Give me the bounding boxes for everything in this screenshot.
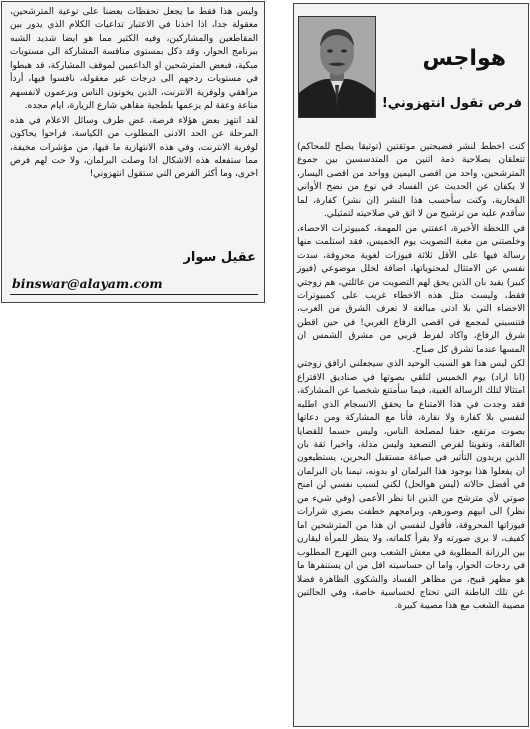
article-paragraph-3: لكن ليس هذا هو السبب الوحيد الذي سيجعلني ارافق زوجتي (انا اراد) يوم الخميس لتلقي بصوتها في صناديق الاقتراع امتثالا لتلك الرسالة الغبية، فيما سأمتنع شخصيا عن المشاركة، فقد وجدت في هذا الامتناع ما يحقق الانسجام الذي اطلبه لنفسي بلا كفارة ولا نفارة، فأنا مع المشاركة ومن دعاتها بصوت مرتفع، حقنا لمصلحة الناس، وليس حسما للقضايا العالقة، وتفويتا لفرص التصعيد وليس مذلة، واخيرا ثقة بان الذين يريدون التأثير في صياغة مستقبل البحرين، يستطيعون ان يفعلوا هذا بوجود هذا البرلمان او بدونه، تيمنا بان البرلمان في أفضل حالاته (ليس هوالحل) لكني لسبب نفسي لن امنح صوتي لأي مترشح من الذين انا نظر الأعمى (وفي شيء من نظر) الى ابيهم وصورهم، وبرامجهم خطفت بصري شرارات فيوزاتها المحروقة، فأقول لنفسي ان هذا من المترشحين اما كفيف، لا يرى صورته ولا يقرأ كلماته، ولا ينظر للمرأة ليقارن بين الرزانة المطلوبة في معش الشعب وبين التهرج المطلوب في ردحات الحوار، واما ان حساسيته اقل من ان يستنفرها ما هو مظهر قبيح، من مظاهر الفساد والشكوى الظاهرة فضلا عن تلك الباطنة التي تحتاج لحساسية خاصة، وفي الحالتين مصيبة الشعب مع هذا مصيبة كبيرة. bbox=[297, 359, 525, 612]
article-continuation-clipping bbox=[1, 1, 265, 303]
divider-line bbox=[10, 294, 258, 295]
continuation-paragraph-2: لقد انتهز بعض هؤلاء فرصة، غض طرف وسائل الاعلام في هذه المرحلة عن الحد الادنى المطلوب من الكياسة، فراحوا يحاكون لوفرية الانترنت، وفي هذه الانتهازية ما فيها، من مؤشرات مخيفة، مما ستفعله هذه الاشكال اذا وصلت البرلمان، ولا حت لهم فرص اخرى، وما أكثر الفرص التي ستقول انتهزوني! bbox=[10, 115, 258, 180]
author-name: عقيل سوار bbox=[183, 250, 256, 265]
article-paragraph-2: في اللحظة الأخيرة، اعفتني من المهمة، كمبيوترات الاحصاء، وخلصتني من مغبة التصويت يوم الخميس، فقد استلمت منها رسالة فيها على الأقل ثلاثة فيوزات لغوية محروقة، سدت نفسي عن الامتثال لمحتوياتها، اضافة لخلل موضوعي (فيوز كبير) يفيد بان الذين يحق لهم التصويت من عائلتي، هم زوجتي فقط، وليست مثل هذه الاخطاء غريب على كمبيوترات الاحصاء التي بلا ادنى مبالغة لا تعرف الشرق من الغرب، فتنسبني لمجمع في اقصى الرفاع الغربي! في حين اقطن شرق الرفاع، واكاد لفرط قربي من مشرق الشمس ان المسها عندما تشرق كل صباح. bbox=[297, 223, 525, 355]
column-clipping bbox=[293, 3, 529, 727]
column-title: هواجس bbox=[422, 46, 506, 71]
author-email: binswar@alayam.com bbox=[12, 276, 163, 291]
author-photo bbox=[298, 16, 376, 118]
continuation-text bbox=[10, 6, 258, 182]
article-paragraph-1: كنت اخطط لنشر فضيحتين موثقتين (توثيقا يصلح للمحاكم) تتعلقان بصلاحية ذمة اثنين من المتدسسين بين جموع المترشحين، واحد من اقصى اليمين وواحد من اقصى اليسار، لا يكفان عن الحديث عن الفساد في نوع من نضح الأواني الفخارية، وكنت سأحسب هذا النشر (ان نشر) كفارة، لما سأقدم عليه من ترشيح من لا اثق في صلاحيته لتمثيلي. bbox=[297, 142, 525, 220]
article-subtitle: فرص تقول انتهزوني! bbox=[381, 96, 522, 111]
continuation-paragraph-1: وليس هذا فقط ما يجعل تحفظات بعضنا على نوعية المترشحين، معقولة جدا، اذا اخذنا في الاعتبار تداعيات الكلام الذي يدور بين المقاطعين والمشاركين، وفيه الكثير مما هو ايضا شديد الشبه ببرنامج الحوار، وقد ذكل بمستوى منافسة المشاركة الى مستويات مبكية، فبعض المترشحين او الداعمين لموقف المشاركة، قد هبطوا في مستويات ردحهم الى درجات غير معقولة، نافسوا فيها، أردأ مراهقي ولوفرية الانترنت، الذين يخونون الناس ويزعمون لانفسهم مناعة وعفة لم يزعمها بلطجية مقاهي شارع الزيارة، ايام مجده. bbox=[10, 7, 258, 112]
article-body bbox=[297, 141, 525, 614]
